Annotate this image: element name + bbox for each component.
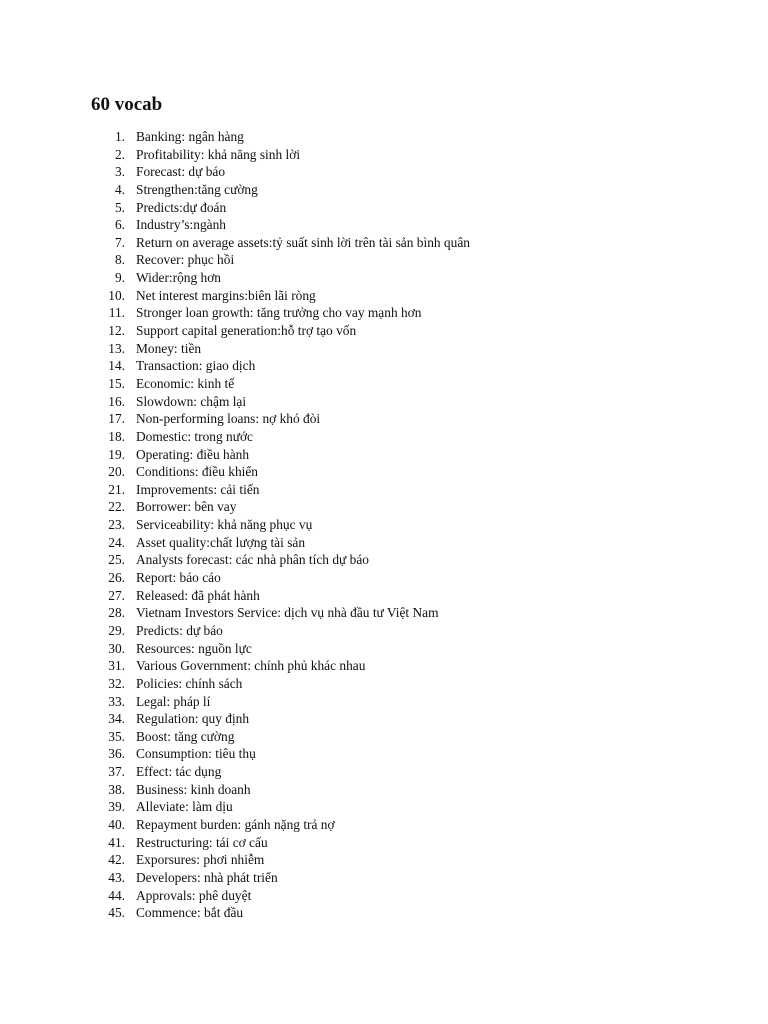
item-text: Predicts:dự đoán	[136, 199, 227, 215]
item-text: Improvements: cải tiến	[136, 481, 260, 497]
item-number: 21.	[108, 481, 125, 497]
item-text: Borrower: bên vay	[136, 499, 237, 515]
item-text: Report: báo cáo	[136, 570, 221, 586]
item-number: 26.	[108, 570, 125, 586]
item-text: Analysts forecast: các nhà phân tích dự báo	[136, 552, 369, 568]
item-text: Legal: pháp lí	[136, 693, 211, 709]
item-text: Slowdown: chậm lại	[136, 393, 247, 409]
item-number: 6.	[114, 217, 125, 233]
item-number: 22.	[108, 499, 125, 515]
item-text: Asset quality:chất lượng tài sản	[136, 534, 306, 550]
item-text: Business: kinh doanh	[136, 781, 251, 797]
item-number: 7.	[114, 234, 125, 250]
item-text: Non-performing loans: nợ khó đòi	[136, 411, 321, 427]
item-text: Support capital generation:hỗ trợ tạo vốn	[136, 323, 357, 339]
item-number: 39.	[108, 799, 125, 815]
item-text: Effect: tác dụng	[136, 764, 222, 780]
item-number: 36.	[108, 746, 125, 762]
item-number: 24.	[108, 534, 125, 550]
item-number: 38.	[108, 781, 125, 797]
item-number: 34.	[108, 711, 125, 727]
item-number: 35.	[108, 728, 125, 744]
item-number: 16.	[108, 393, 125, 409]
item-text: Vietnam Investors Service: dịch vụ nhà đầu tư Việt Nam	[136, 605, 439, 621]
item-number: 12.	[108, 323, 125, 339]
document-title: 60 vocab	[91, 94, 163, 115]
item-number: 23.	[108, 517, 125, 533]
item-text: Profitability: khả năng sinh lời	[136, 146, 301, 162]
item-text: Regulation: quy định	[136, 711, 250, 727]
item-number: 17.	[108, 411, 125, 427]
item-number: 32.	[108, 675, 125, 691]
item-text: Serviceability: khả năng phục vụ	[136, 517, 313, 533]
item-number: 8.	[114, 252, 125, 268]
item-text: Recover: phục hồi	[136, 252, 235, 268]
item-number: 13.	[108, 340, 125, 356]
item-number: 25.	[108, 552, 125, 568]
item-number: 2.	[114, 146, 125, 162]
item-number: 31.	[108, 658, 125, 674]
item-text: Released: đã phát hành	[136, 587, 260, 603]
item-text: Operating: điều hành	[136, 446, 250, 462]
item-text: Stronger loan growth: tăng trưởng cho vay mạnh hơn	[136, 305, 422, 321]
item-text: Resources: nguồn lực	[136, 640, 252, 656]
item-number: 15.	[108, 375, 125, 391]
item-number: 40.	[108, 816, 125, 832]
item-number: 42.	[108, 852, 125, 868]
item-text: Repayment burden: gánh nặng trả nợ	[136, 816, 335, 832]
item-text: Commence: bắt đầu	[136, 905, 244, 921]
item-number: 3.	[114, 164, 125, 180]
item-text: Banking: ngân hàng	[136, 129, 244, 144]
item-text: Restructuring: tái cơ cấu	[136, 834, 268, 850]
item-text: Strengthen:tăng cường	[136, 181, 258, 197]
item-number: 10.	[108, 287, 125, 303]
item-text: Economic: kinh tế	[136, 375, 235, 391]
item-text: Net interest margins:biên lãi ròng	[136, 287, 316, 303]
item-text: Wider:rộng hơn	[136, 270, 222, 286]
item-number: 5.	[114, 199, 125, 215]
item-number: 44.	[108, 887, 125, 903]
item-number: 27.	[108, 587, 125, 603]
item-text: Various Government: chính phủ khác nhau	[136, 658, 366, 674]
item-number: 28.	[108, 605, 125, 621]
item-number: 4.	[114, 181, 125, 197]
item-text: Money: tiền	[136, 340, 202, 356]
item-number: 14.	[108, 358, 125, 374]
item-number: 37.	[108, 764, 125, 780]
item-number: 43.	[108, 869, 125, 885]
item-number: 41.	[108, 834, 125, 850]
item-number: 45.	[108, 905, 125, 921]
item-text: Industry’s:ngành	[136, 217, 227, 233]
item-text: Return on average assets:tỷ suất sinh lời trên tài sản bình quân	[136, 234, 470, 250]
item-number: 29.	[108, 622, 125, 638]
item-text: Exporsures: phơi nhiễm	[136, 852, 265, 868]
item-number: 33.	[108, 693, 125, 709]
item-number: 1.	[114, 129, 125, 144]
item-number: 9.	[114, 270, 125, 286]
item-text: Approvals: phê duyệt	[136, 887, 252, 903]
item-text: Forecast: dự báo	[136, 164, 226, 180]
item-text: Policies: chính sách	[136, 675, 243, 691]
item-number: 30.	[108, 640, 125, 656]
item-text: Domestic: trong nước	[136, 428, 253, 444]
item-number: 20.	[108, 464, 125, 480]
item-text: Alleviate: làm dịu	[136, 799, 233, 815]
item-text: Conditions: điều khiển	[136, 464, 258, 480]
item-text: Consumption: tiêu thụ	[136, 746, 256, 762]
item-number: 11.	[108, 305, 125, 321]
item-text: Boost: tăng cường	[136, 728, 235, 744]
item-text: Predicts: dự báo	[136, 622, 223, 638]
item-text: Transaction: giao dịch	[136, 358, 256, 374]
item-number: 18.	[108, 428, 125, 444]
item-number: 19.	[108, 446, 125, 462]
item-text: Developers: nhà phát triển	[136, 869, 278, 885]
